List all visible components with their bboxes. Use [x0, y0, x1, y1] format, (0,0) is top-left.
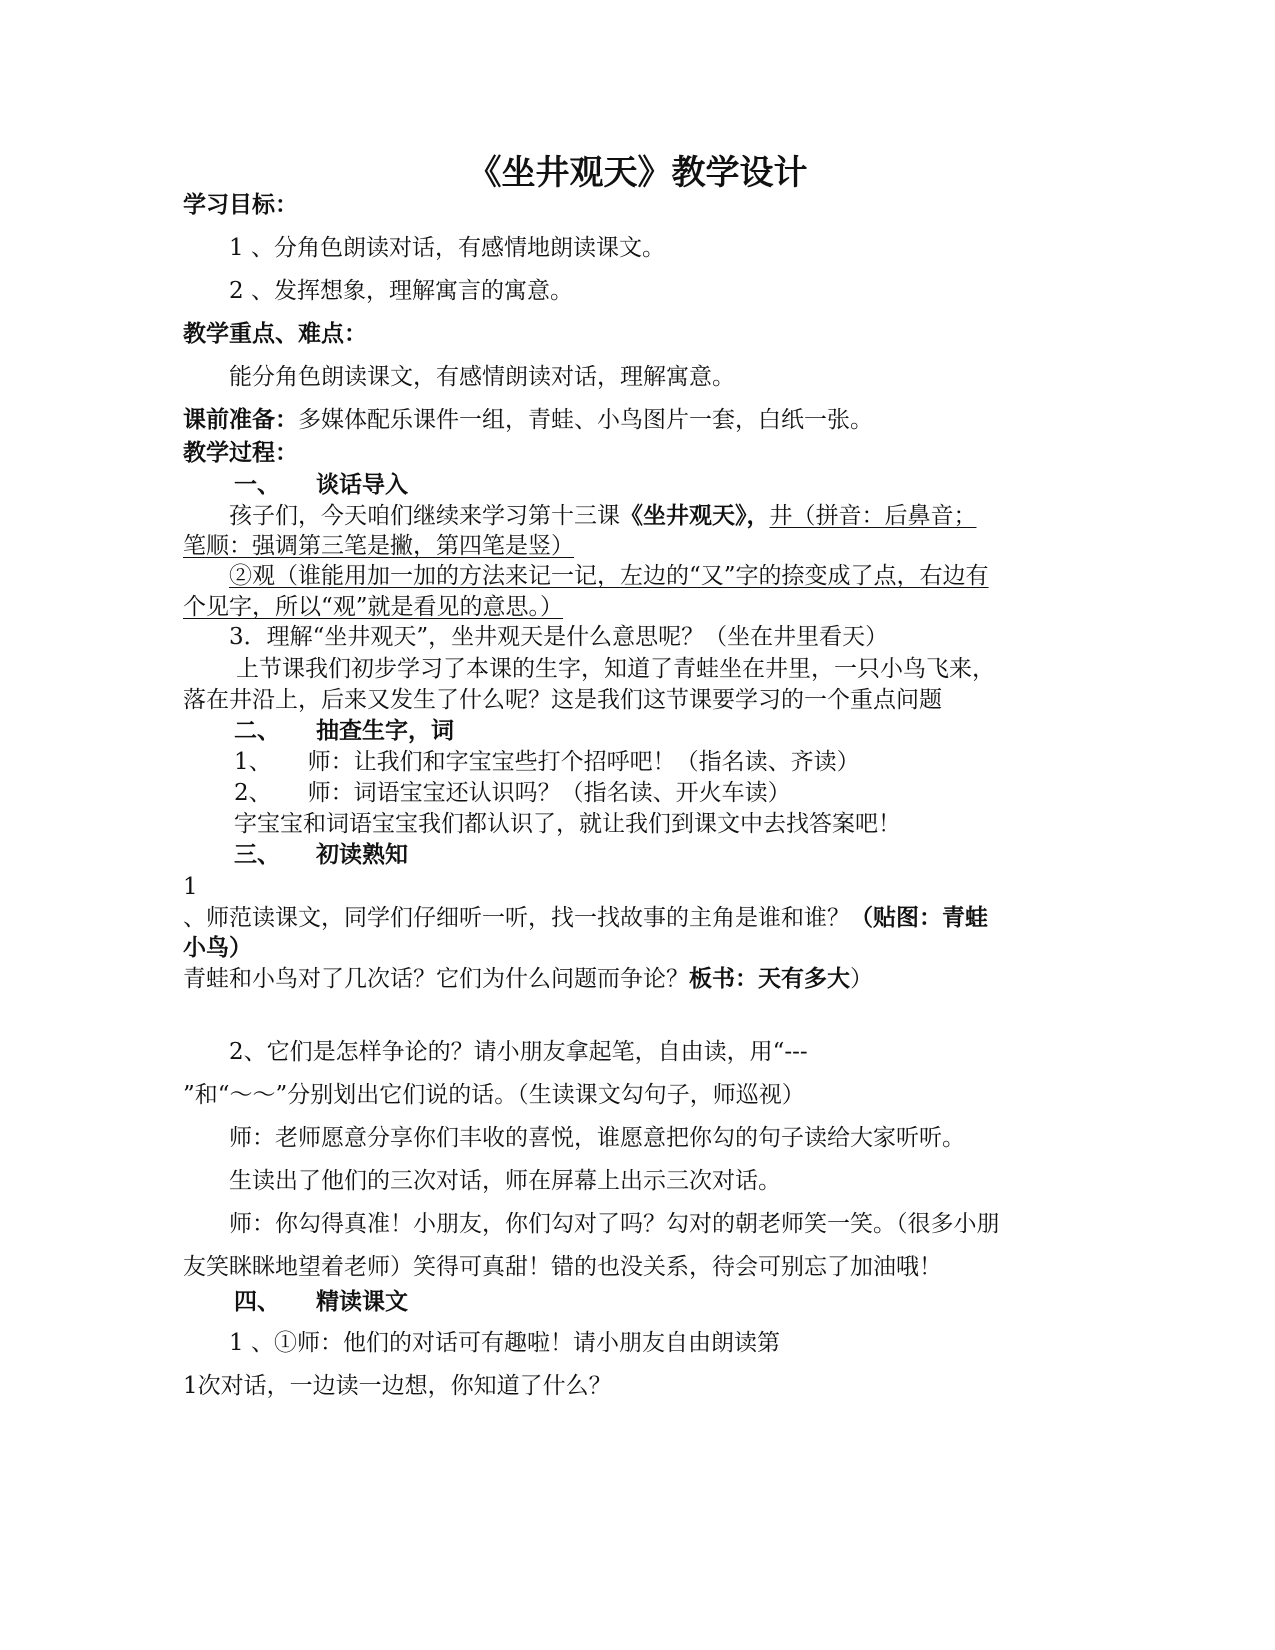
prep-label: 课前准备： — [183, 407, 298, 433]
goal-item-1: 1 、分角色朗读对话，有感情地朗读课文。 — [229, 235, 665, 261]
section-2-para: 字宝宝和词语宝宝我们都认识了，就让我们到课文中去找答案吧！ — [234, 811, 901, 837]
section-3-number-1: 1 — [183, 874, 198, 900]
section-3-para-2: 2、它们是怎样争论的？请小朋友拿起笔，自由读，用“--- — [229, 1039, 808, 1065]
section-1-para-2-cont: 个见字，所以“观”就是看见的意思。） — [183, 594, 564, 620]
prep-line — [183, 405, 873, 435]
section-3-number: 三、 — [234, 842, 280, 868]
section-3-line-1-text: 、师范读课文，同学们仔细听一听，找一找故事的主角是谁和谁？ — [183, 905, 850, 931]
section-3-line-2: 小鸟） — [183, 935, 252, 961]
keypoints-heading: 教学重点、难点： — [183, 321, 367, 347]
section-2-number: 二、 — [234, 718, 280, 744]
section-2-item-2 — [234, 778, 791, 808]
section-3-line-3-text: 青蛙和小鸟对了几次话？它们为什么问题而争论？ — [183, 966, 689, 992]
document-title: 《坐井观天》教学设计 — [467, 153, 808, 193]
section-3-para-4: 生读出了他们的三次对话，师在屏幕上出示三次对话。 — [229, 1168, 781, 1194]
section-1-para-4-cont: 落在井沿上，后来又发生了什么呢？这是我们这节课要学习的一个重点问题 — [183, 687, 942, 713]
section-1-number: 一、 — [234, 472, 280, 498]
process-heading: 教学过程： — [183, 440, 298, 466]
section-1-para-1-cont: 笔顺：强调第三笔是撇，第四笔是竖） — [183, 533, 574, 559]
section-3-para-5-cont: 友笑眯眯地望着老师）笑得可真甜！错的也没关系，待会可别忘了加油哦！ — [183, 1254, 942, 1280]
well-char-note: 井（拼音：后鼻音； — [769, 503, 977, 529]
section-2-item-2-text: 师：词语宝宝还认识吗？（指名读、开火车读） — [307, 780, 791, 806]
lesson-title-inline: 《坐井观天》， — [620, 503, 770, 529]
section-2-item-1 — [234, 747, 860, 777]
section-1-para-4: 上节课我们初步学习了本课的生字，知道了青蛙坐在井里，一只小鸟飞来， — [236, 656, 995, 682]
section-2-item-1-number: 1、 — [234, 749, 272, 775]
section-3-heading — [234, 840, 408, 870]
section-4-title: 精读课文 — [316, 1289, 408, 1315]
keypoints-text: 能分角色朗读课文，有感情朗读对话，理解寓意。 — [229, 364, 735, 390]
section-4-number: 四、 — [234, 1289, 280, 1315]
section-1-title: 谈话导入 — [316, 472, 408, 498]
section-1-para-3: 3．理解“坐井观天”，坐井观天是什么意思呢？（坐在井里看天） — [229, 624, 889, 650]
section-3-title: 初读熟知 — [316, 842, 408, 868]
section-1-heading — [234, 470, 408, 500]
section-3-para-2-cont: ”和“～～”分别划出它们说的话。（生读课文勾句子，师巡视） — [183, 1082, 805, 1108]
section-3-line-3 — [183, 964, 873, 994]
prep-text: 多媒体配乐课件一组，青蛙、小鸟图片一套，白纸一张。 — [298, 407, 873, 433]
post-pictures-note: （贴图：青蛙 — [850, 905, 988, 931]
section-1-para-1 — [229, 501, 977, 531]
section-2-title: 抽查生字，词 — [316, 718, 454, 744]
section-3-line-3-close: ） — [850, 966, 873, 992]
section-2-item-2-number: 2、 — [234, 780, 272, 806]
section-2-item-1-text: 师：让我们和字宝宝些打个招呼吧！（指名读、齐读） — [307, 749, 860, 775]
goal-item-2: 2 、发挥想象，理解寓言的寓意。 — [229, 278, 573, 304]
section-4-para-1-cont: 1次对话，一边读一边想，你知道了什么？ — [183, 1373, 612, 1399]
goals-heading: 学习目标： — [183, 192, 298, 218]
section-1-para-1-text: 孩子们，今天咱们继续来学习第十三课 — [229, 503, 620, 529]
board-writing-note: 板书：天有多大 — [689, 966, 850, 992]
section-4-para-1: 1 、①师：他们的对话可有趣啦！请小朋友自由朗读第 — [229, 1330, 780, 1356]
section-3-line-1 — [183, 903, 988, 933]
section-4-heading — [234, 1287, 408, 1317]
section-3-para-3: 师：老师愿意分享你们丰收的喜悦，谁愿意把你勾的句子读给大家听听。 — [229, 1125, 965, 1151]
section-3-para-5: 师：你勾得真准！小朋友，你们勾对了吗？勾对的朝老师笑一笑。（很多小朋 — [229, 1211, 1000, 1237]
section-1-para-2: ②观（谁能用加一加的方法来记一记，左边的“又”字的捺变成了点，右边有 — [229, 563, 989, 589]
section-2-heading — [234, 716, 454, 746]
